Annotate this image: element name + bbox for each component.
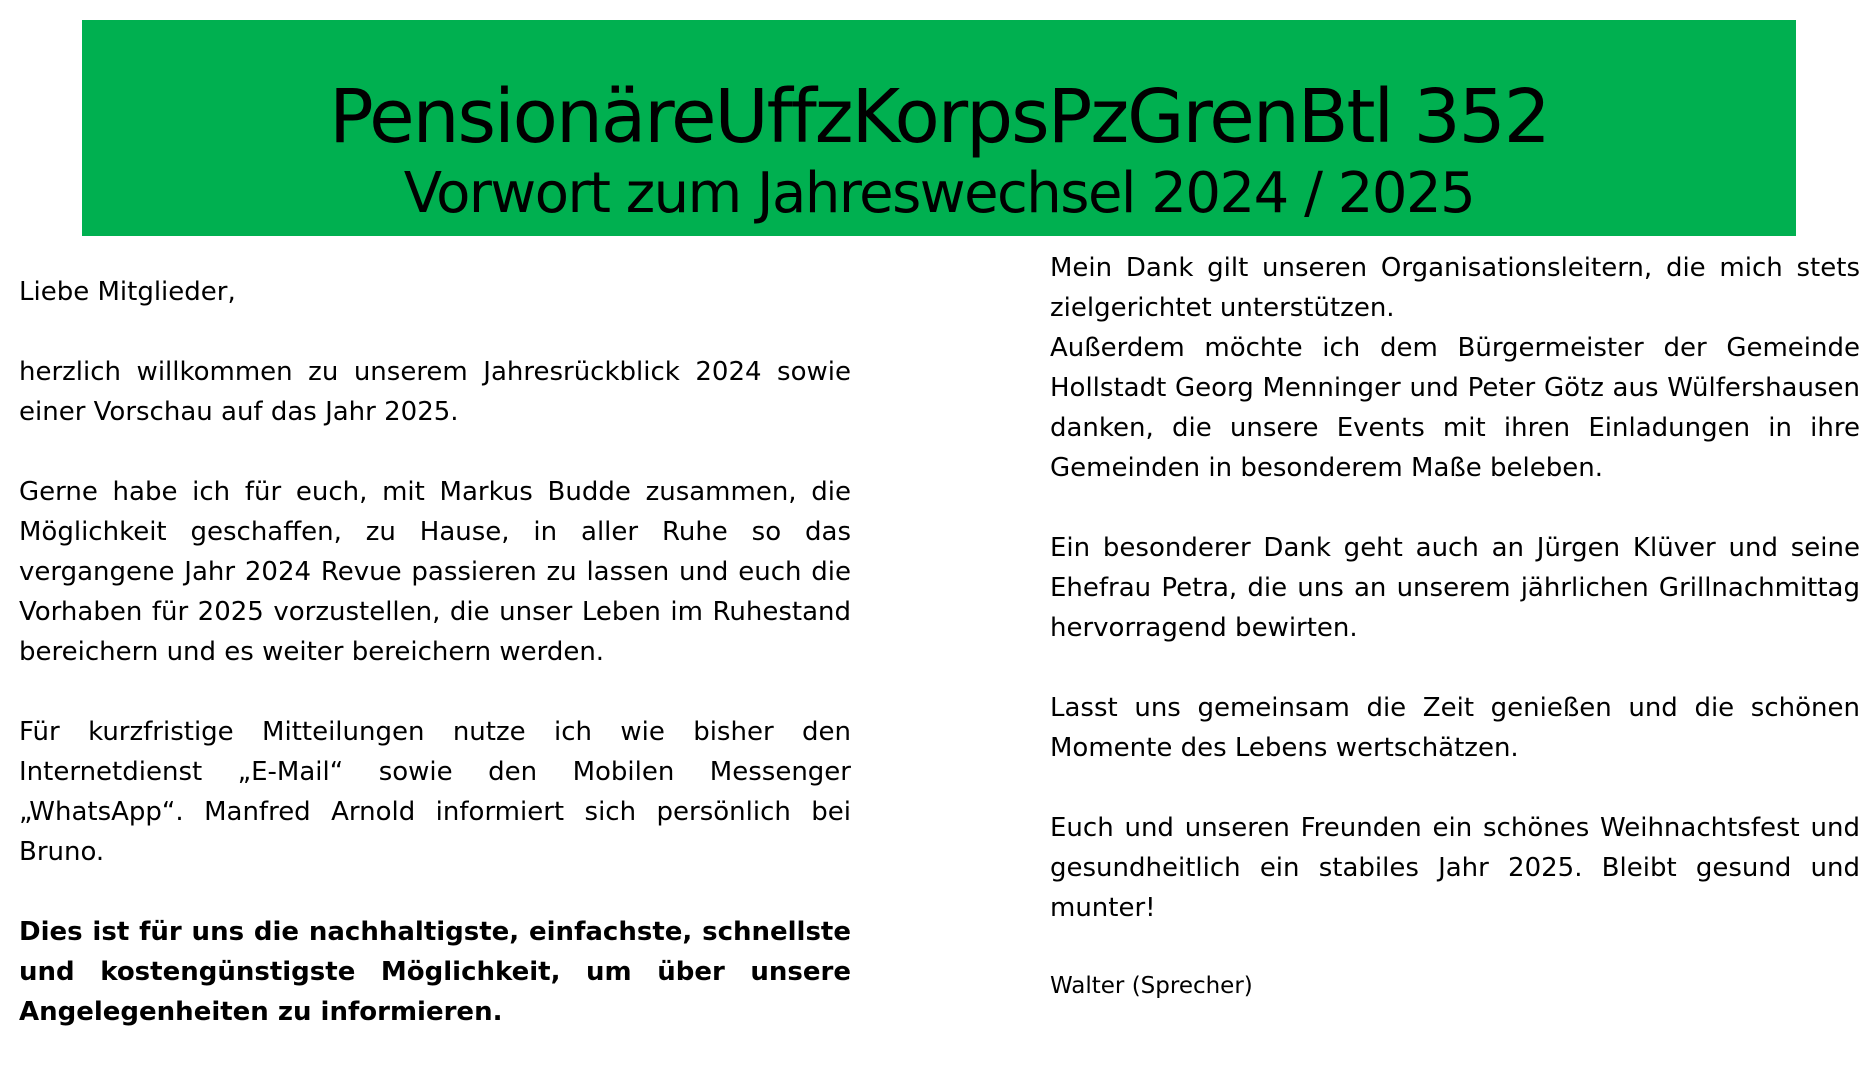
right-column (1050, 248, 1860, 1004)
wishes-paragraph: Euch und unseren Freunden ein schönes Weihnachtsfest und gesundheitlich ein stabiles Jahr 2025. Bleibt gesund und munter! (1050, 813, 1860, 923)
signature: Walter (Sprecher) (1050, 973, 1253, 999)
greeting: Liebe Mitglieder, (19, 277, 236, 307)
left-column (19, 272, 851, 1072)
review-paragraph: Gerne habe ich für euch, mit Markus Budde zusammen, die Möglichkeit geschaffen, zu Hause, in aller Ruhe so das vergangene Jahr 2024 Revue passieren zu lassen und euch die Vorhaben für 2025 vorzustellen, die unser Leben im Ruhestand bereichern und es weiter bereichern werden. (19, 477, 851, 667)
thanks-organizers-paragraph: Mein Dank gilt unseren Organisationsleitern, die mich stets zielgerichtet unterstützen. (1050, 253, 1860, 323)
header-banner (82, 20, 1796, 236)
enjoy-paragraph: Lasst uns gemeinsam die Zeit genießen und die schönen Momente des Lebens wertschätzen. (1050, 693, 1860, 763)
thanks-mayor-paragraph: Außerdem möchte ich dem Bürgermeister der Gemeinde Hollstadt Georg Menninger und Peter Götz aus Wülfershausen danken, die unsere Events mit ihren Einladungen in ihre Gemeinden in besonderem Maße beleben. (1050, 333, 1860, 483)
emphasis-paragraph: Dies ist für uns die nachhaltigste, einfachste, schnellste und kostengünstigste Möglichkeit, um über unsere Angelegenheiten zu informieren. (19, 917, 851, 1027)
thanks-hosts-paragraph: Ein besonderer Dank geht auch an Jürgen Klüver und seine Ehefrau Petra, die uns an unserem jährlichen Grillnachmittag hervorragend bewirten. (1050, 533, 1860, 643)
page-title: PensionäreUffzKorpsPzGrenBtl 352 (329, 74, 1549, 160)
page-subtitle: Vorwort zum Jahreswechsel 2024 / 2025 (403, 161, 1475, 226)
communication-paragraph: Für kurzfristige Mitteilungen nutze ich wie bisher den Internetdienst „E-Mail“ sowie den Mobilen Messenger „WhatsApp“. Manfred Arnold informiert sich persönlich bei Bruno. (19, 717, 851, 867)
welcome-paragraph: herzlich willkommen zu unserem Jahresrückblick 2024 sowie einer Vorschau auf das Jahr 2025. (19, 357, 851, 427)
